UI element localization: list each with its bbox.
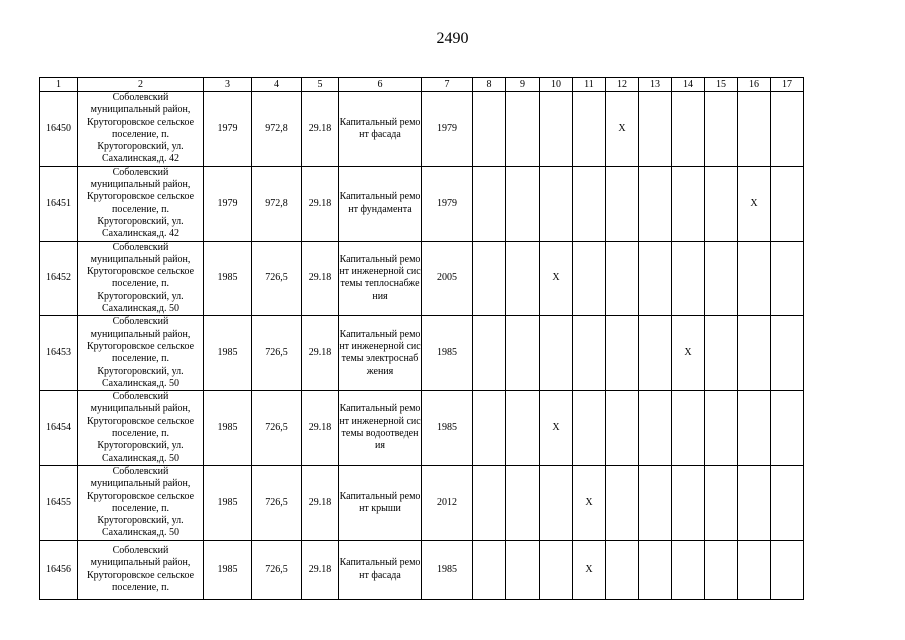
mark-cell-col-16 (738, 465, 771, 540)
mark-cell-col-13 (639, 316, 672, 391)
table-row (40, 92, 804, 167)
column-number: 17 (771, 78, 804, 92)
mark-cell-col-10 (540, 166, 573, 241)
build-year-cell: 1985 (204, 540, 252, 599)
mark-cell-col-11 (573, 241, 606, 316)
mark-cell-col-13 (639, 465, 672, 540)
area-cell: 972,8 (252, 166, 302, 241)
build-year-cell: 1979 (204, 166, 252, 241)
mark-cell-col-16: X (738, 166, 771, 241)
row-id-cell: 16453 (40, 316, 78, 391)
work-type-cell: Капитальный ремонт инженерной системы водоотведения (339, 391, 422, 466)
mark-cell-col-17 (771, 316, 804, 391)
mark-cell-col-16 (738, 316, 771, 391)
mark-cell-col-14: X (672, 316, 705, 391)
mark-cell-col-15 (705, 92, 738, 167)
mark-cell-col-14 (672, 92, 705, 167)
mark-cell-col-9 (506, 92, 540, 167)
mark-cell-col-11 (573, 391, 606, 466)
mark-cell-col-8 (473, 540, 506, 599)
work-type-cell: Капитальный ремонт фасада (339, 92, 422, 167)
code-cell: 29.18 (302, 166, 339, 241)
mark-cell-col-12 (606, 166, 639, 241)
column-number: 14 (672, 78, 705, 92)
build-year-cell: 1979 (204, 92, 252, 167)
mark-cell-col-16 (738, 540, 771, 599)
column-number: 16 (738, 78, 771, 92)
mark-cell-col-11: X (573, 465, 606, 540)
table-row (40, 540, 804, 599)
row-id-cell: 16456 (40, 540, 78, 599)
mark-cell-col-9 (506, 316, 540, 391)
mark-cell-col-9 (506, 166, 540, 241)
mark-cell-col-13 (639, 241, 672, 316)
address-cell: Соболевский муниципальный район, Крутогоровское сельское поселение, п. Крутогоровский, ул. Сахалинская,д. 42 (78, 92, 204, 167)
row-id-cell: 16454 (40, 391, 78, 466)
work-type-cell: Капитальный ремонт крыши (339, 465, 422, 540)
mark-cell-col-15 (705, 540, 738, 599)
column-number: 12 (606, 78, 639, 92)
mark-cell-col-12 (606, 391, 639, 466)
mark-cell-col-14 (672, 465, 705, 540)
table-body (40, 92, 804, 600)
code-cell: 29.18 (302, 465, 339, 540)
plan-year-cell: 1985 (422, 391, 473, 466)
mark-cell-col-12 (606, 465, 639, 540)
column-number: 1 (40, 78, 78, 92)
column-number: 3 (204, 78, 252, 92)
plan-year-cell: 1979 (422, 166, 473, 241)
mark-cell-col-15 (705, 241, 738, 316)
mark-cell-col-10: X (540, 241, 573, 316)
mark-cell-col-14 (672, 241, 705, 316)
mark-cell-col-9 (506, 465, 540, 540)
row-id-cell: 16455 (40, 465, 78, 540)
mark-cell-col-17 (771, 391, 804, 466)
repair-registry-table (39, 77, 804, 600)
row-id-cell: 16451 (40, 166, 78, 241)
mark-cell-col-12 (606, 241, 639, 316)
mark-cell-col-9 (506, 540, 540, 599)
mark-cell-col-9 (506, 391, 540, 466)
mark-cell-col-8 (473, 92, 506, 167)
code-cell: 29.18 (302, 316, 339, 391)
mark-cell-col-14 (672, 540, 705, 599)
plan-year-cell: 1979 (422, 92, 473, 167)
column-number: 2 (78, 78, 204, 92)
mark-cell-col-14 (672, 391, 705, 466)
mark-cell-col-8 (473, 241, 506, 316)
table-row (40, 391, 804, 466)
mark-cell-col-11 (573, 316, 606, 391)
code-cell: 29.18 (302, 540, 339, 599)
column-number: 4 (252, 78, 302, 92)
plan-year-cell: 1985 (422, 540, 473, 599)
table-row (40, 241, 804, 316)
plan-year-cell: 2005 (422, 241, 473, 316)
mark-cell-col-12: X (606, 92, 639, 167)
mark-cell-col-12 (606, 540, 639, 599)
work-type-cell: Капитальный ремонт фасада (339, 540, 422, 599)
mark-cell-col-17 (771, 241, 804, 316)
mark-cell-col-10: X (540, 391, 573, 466)
column-number: 10 (540, 78, 573, 92)
plan-year-cell: 1985 (422, 316, 473, 391)
address-cell: Соболевский муниципальный район, Крутогоровское сельское поселение, п. Крутогоровский, ул. Сахалинская,д. 50 (78, 465, 204, 540)
mark-cell-col-9 (506, 241, 540, 316)
work-type-cell: Капитальный ремонт инженерной системы теплоснабжения (339, 241, 422, 316)
mark-cell-col-16 (738, 241, 771, 316)
mark-cell-col-12 (606, 316, 639, 391)
mark-cell-col-16 (738, 391, 771, 466)
table-row (40, 316, 804, 391)
build-year-cell: 1985 (204, 241, 252, 316)
area-cell: 726,5 (252, 540, 302, 599)
code-cell: 29.18 (302, 391, 339, 466)
build-year-cell: 1985 (204, 391, 252, 466)
mark-cell-col-15 (705, 391, 738, 466)
mark-cell-col-17 (771, 465, 804, 540)
code-cell: 29.18 (302, 92, 339, 167)
column-number: 9 (506, 78, 540, 92)
plan-year-cell: 2012 (422, 465, 473, 540)
column-number: 6 (339, 78, 422, 92)
column-number: 8 (473, 78, 506, 92)
mark-cell-col-14 (672, 166, 705, 241)
mark-cell-col-8 (473, 465, 506, 540)
mark-cell-col-13 (639, 540, 672, 599)
address-cell: Соболевский муниципальный район, Крутогоровское сельское поселение, п. (78, 540, 204, 599)
work-type-cell: Капитальный ремонт инженерной системы электроснабжения (339, 316, 422, 391)
mark-cell-col-10 (540, 540, 573, 599)
mark-cell-col-15 (705, 465, 738, 540)
column-number: 5 (302, 78, 339, 92)
mark-cell-col-11 (573, 166, 606, 241)
mark-cell-col-11 (573, 92, 606, 167)
mark-cell-col-17 (771, 166, 804, 241)
mark-cell-col-16 (738, 92, 771, 167)
area-cell: 726,5 (252, 316, 302, 391)
mark-cell-col-13 (639, 166, 672, 241)
area-cell: 726,5 (252, 465, 302, 540)
column-number: 11 (573, 78, 606, 92)
mark-cell-col-13 (639, 92, 672, 167)
mark-cell-col-17 (771, 540, 804, 599)
mark-cell-col-8 (473, 391, 506, 466)
column-number: 7 (422, 78, 473, 92)
address-cell: Соболевский муниципальный район, Крутогоровское сельское поселение, п. Крутогоровский, ул. Сахалинская,д. 50 (78, 316, 204, 391)
address-cell: Соболевский муниципальный район, Крутогоровское сельское поселение, п. Крутогоровский, ул. Сахалинская,д. 50 (78, 241, 204, 316)
mark-cell-col-11: X (573, 540, 606, 599)
mark-cell-col-13 (639, 391, 672, 466)
header-row (40, 78, 804, 92)
mark-cell-col-10 (540, 465, 573, 540)
code-cell: 29.18 (302, 241, 339, 316)
table-row (40, 166, 804, 241)
build-year-cell: 1985 (204, 316, 252, 391)
column-number: 13 (639, 78, 672, 92)
page-number: 2490 (436, 30, 469, 47)
mark-cell-col-15 (705, 316, 738, 391)
table-row (40, 465, 804, 540)
area-cell: 972,8 (252, 92, 302, 167)
work-type-cell: Капитальный ремонт фундамента (339, 166, 422, 241)
row-id-cell: 16450 (40, 92, 78, 167)
mark-cell-col-8 (473, 166, 506, 241)
row-id-cell: 16452 (40, 241, 78, 316)
mark-cell-col-10 (540, 92, 573, 167)
mark-cell-col-10 (540, 316, 573, 391)
area-cell: 726,5 (252, 241, 302, 316)
address-cell: Соболевский муниципальный район, Крутогоровское сельское поселение, п. Крутогоровский, ул. Сахалинская,д. 42 (78, 166, 204, 241)
build-year-cell: 1985 (204, 465, 252, 540)
address-cell: Соболевский муниципальный район, Крутогоровское сельское поселение, п. Крутогоровский, ул. Сахалинская,д. 50 (78, 391, 204, 466)
mark-cell-col-17 (771, 92, 804, 167)
column-number: 15 (705, 78, 738, 92)
mark-cell-col-15 (705, 166, 738, 241)
mark-cell-col-8 (473, 316, 506, 391)
area-cell: 726,5 (252, 391, 302, 466)
